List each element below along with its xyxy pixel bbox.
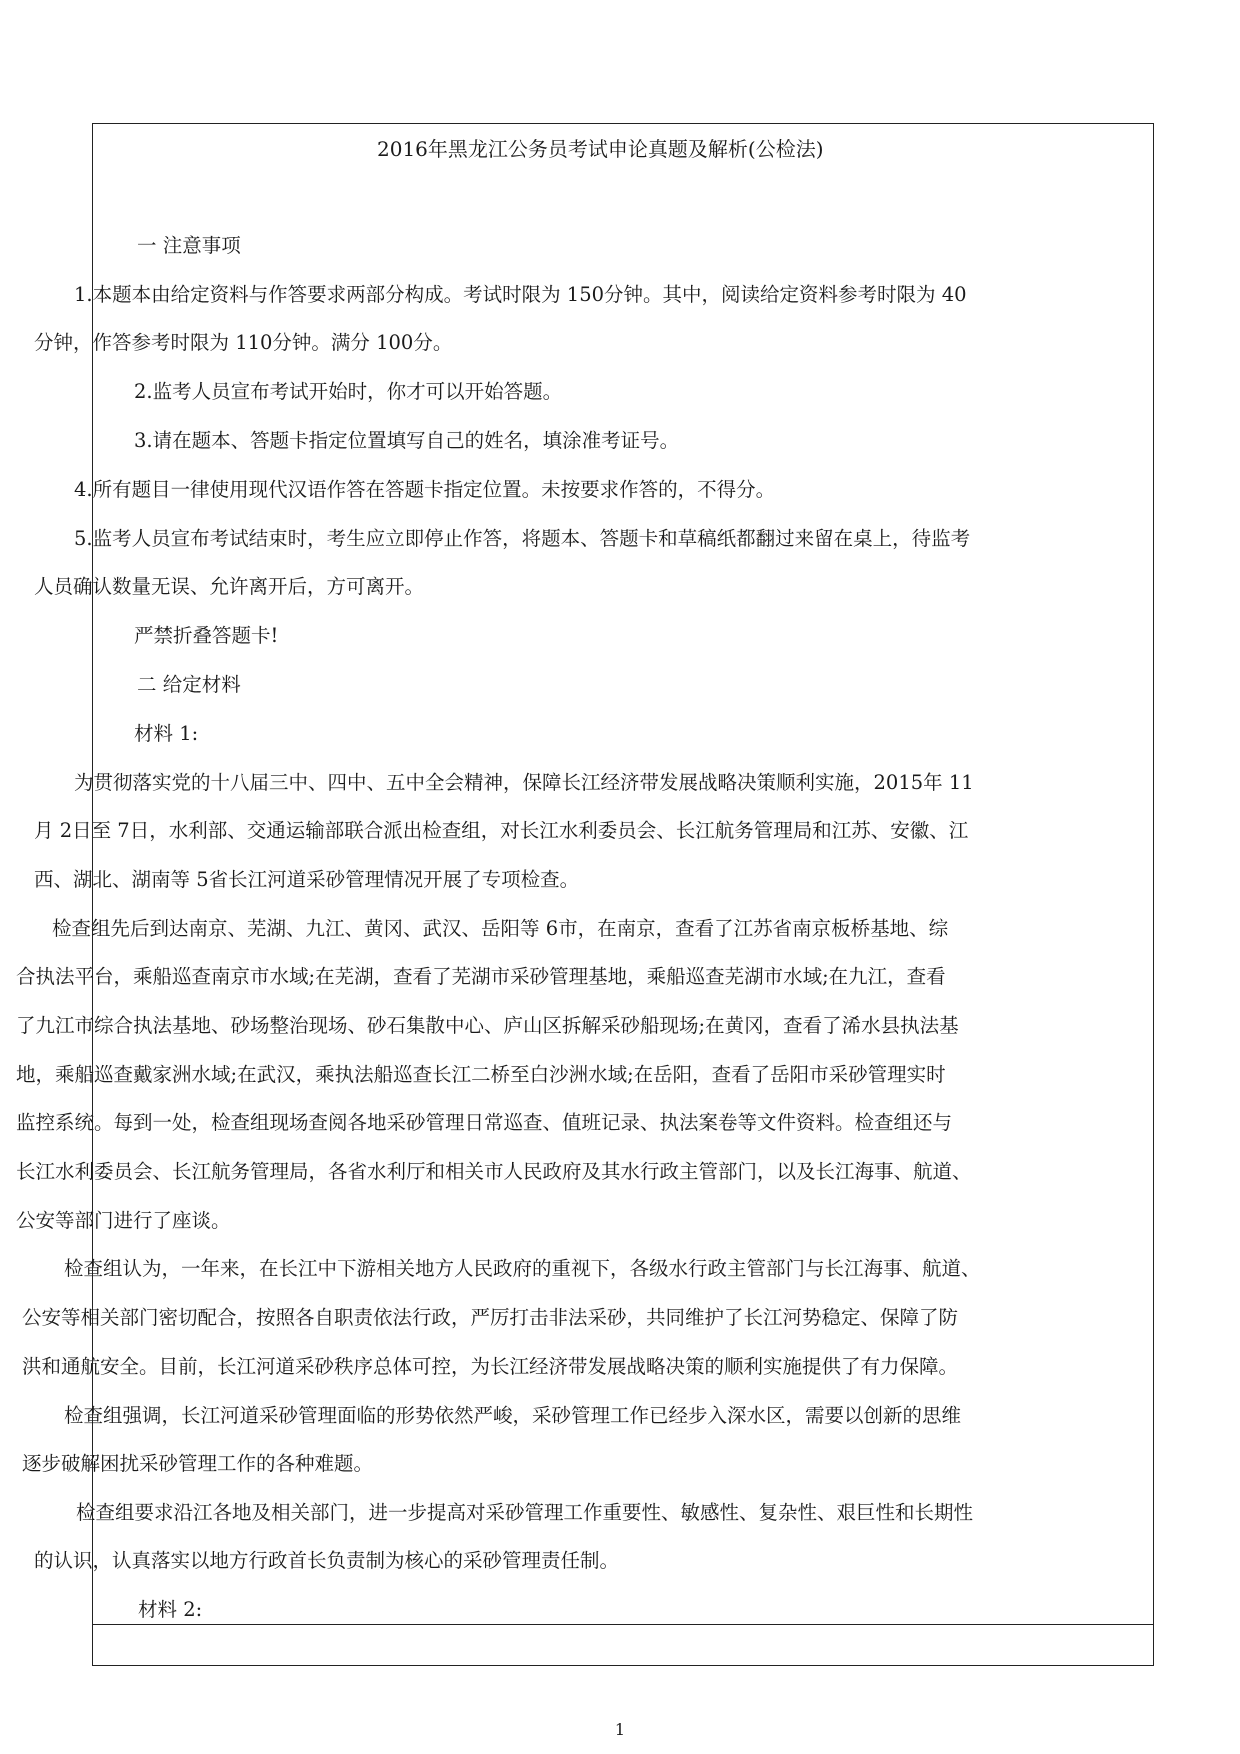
paragraph-line: 人员确认数量无误、允许离开后，方可离开。 [34, 575, 425, 598]
paragraph-line: 地，乘船巡查戴家洲水域;在武汉，乘执法船巡查长江二桥至白沙洲水域;在岳阳，查看了岳阳市采砂管理实时 [16, 1063, 946, 1086]
section-heading: 二 给定材料 [137, 673, 241, 696]
paragraph-line: 公安等部门进行了座谈。 [16, 1209, 231, 1232]
document-title: 2016年黑龙江公务员考试申论真题及解析(公检法) [377, 137, 824, 161]
paragraph-line: 逐步破解困扰采砂管理工作的各种难题。 [22, 1452, 374, 1475]
paragraph-line: 4.所有题目一律使用现代汉语作答在答题卡指定位置。未按要求作答的，不得分。 [74, 478, 776, 501]
paragraph-line: 1.本题本由给定资料与作答要求两部分构成。考试时限为 150分钟。其中，阅读给定资料参考时限为 40 [74, 283, 967, 306]
paragraph-line: 分钟，作答参考时限为 110分钟。满分 100分。 [34, 331, 453, 354]
paragraph-line: 检查组先后到达南京、芜湖、九江、黄冈、武汉、岳阳等 6市，在南京，查看了江苏省南京板桥基地、综 [52, 917, 949, 940]
paragraph-line: 月 2日至 7日，水利部、交通运输部联合派出检查组，对长江水利委员会、长江航务管理局和江苏、安徽、江 [34, 819, 969, 842]
paragraph-line: 的认识，认真落实以地方行政首长负责制为核心的采砂管理责任制。 [34, 1549, 620, 1572]
paragraph-line: 合执法平台，乘船巡查南京市水域;在芜湖，查看了芜湖市采砂管理基地，乘船巡查芜湖市水域;在九江，查看 [16, 965, 946, 988]
paragraph-line: 5.监考人员宣布考试结束时，考生应立即停止作答，将题本、答题卡和草稿纸都翻过来留在桌上，待监考 [74, 527, 971, 550]
paragraph-line: 3.请在题本、答题卡指定位置填写自己的姓名，填涂准考证号。 [134, 429, 680, 452]
paragraph-line: 了九江市综合执法基地、砂场整治现场、砂石集散中心、庐山区拆解采砂船现场;在黄冈，查看了浠水县执法基 [16, 1014, 959, 1037]
paragraph-line: 2.监考人员宣布考试开始时，你才可以开始答题。 [134, 380, 563, 403]
paragraph-line: 检查组强调，长江河道采砂管理面临的形势依然严峻，采砂管理工作已经步入深水区，需要以创新的思维 [64, 1404, 962, 1427]
material-heading: 材料 2: [138, 1598, 203, 1621]
paragraph-line: 为贯彻落实党的十八届三中、四中、五中全会精神，保障长江经济带发展战略决策顺利实施，2015年 11 [74, 771, 974, 794]
paragraph-line: 公安等相关部门密切配合，按照各自职责依法行政，严厉打击非法采砂，共同维护了长江河势稳定、保障了防 [22, 1306, 959, 1329]
section-heading: 一 注意事项 [137, 234, 241, 257]
paragraph-line: 西、湖北、湖南等 5省长江河道采砂管理情况开展了专项检查。 [34, 868, 580, 891]
material-heading: 材料 1: [134, 722, 199, 745]
paragraph-line: 长江水利委员会、长江航务管理局，各省水利厅和相关市人民政府及其水行政主管部门，以及长江海事、航道、 [16, 1160, 972, 1183]
paragraph-line: 检查组认为，一年来，在长江中下游相关地方人民政府的重视下，各级水行政主管部门与长江海事、航道、 [64, 1257, 981, 1280]
paragraph-line: 严禁折叠答题卡! [134, 624, 279, 647]
paragraph-line: 检查组要求沿江各地及相关部门，进一步提高对采砂管理工作重要性、敏感性、复杂性、艰巨性和长期性 [76, 1501, 974, 1524]
paragraph-line: 洪和通航安全。目前，长江河道采砂秩序总体可控，为长江经济带发展战略决策的顺利实施提供了有力保障。 [22, 1355, 959, 1378]
frame-bottom-rule [92, 1624, 1154, 1625]
paragraph-line: 监控系统。每到一处，检查组现场查阅各地采砂管理日常巡查、值班记录、执法案卷等文件资料。检查组还与 [16, 1111, 953, 1134]
page-number: 1 [614, 1720, 626, 1739]
